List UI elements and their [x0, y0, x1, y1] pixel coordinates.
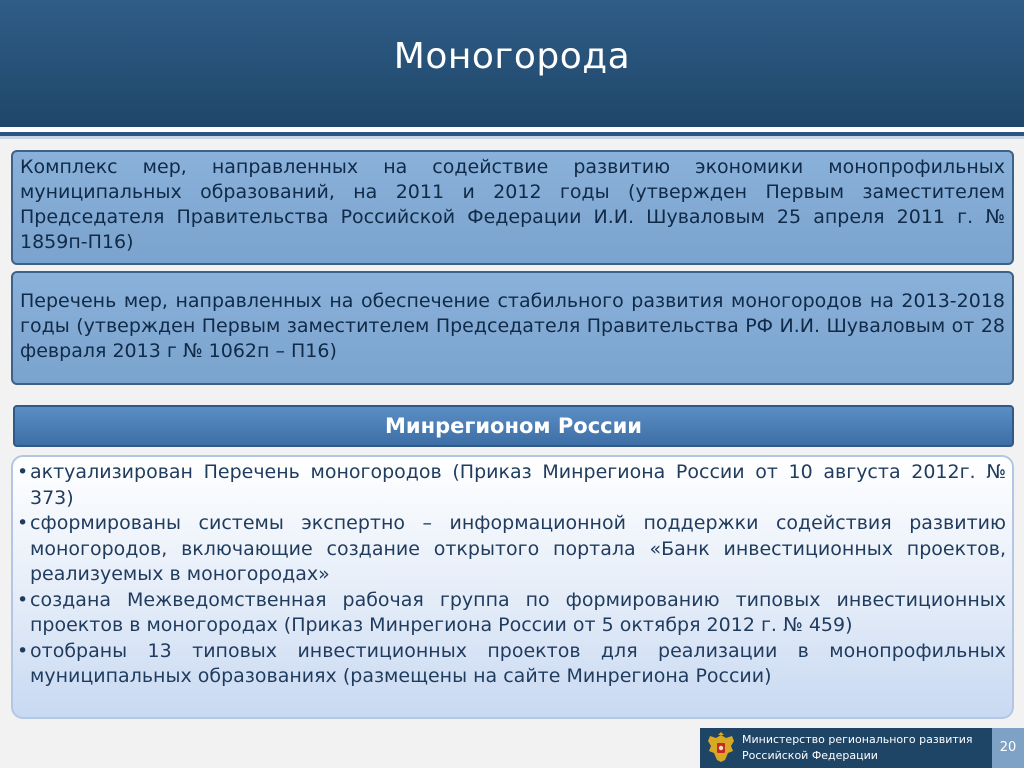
minregion-heading: Минрегионом России [13, 405, 1014, 447]
list-item [17, 588, 1006, 639]
slide-header [0, 0, 1024, 127]
ministry-name [742, 732, 992, 764]
ministry-name-line1: Министерство регионального развития [742, 733, 973, 746]
bullet-icon: • [17, 588, 29, 611]
list-item-text: отобраны 13 типовых инвестиционных проектов для реализации в монопрофильных муниципальных образованиях (размещены на сайте Минрегиона России) [30, 639, 1006, 687]
minregion-actions-list [11, 455, 1014, 719]
list-item-text: актуализирован Перечень моногородов (Приказ Минрегиона России от 10 августа 2012г. № 373) [30, 461, 1006, 509]
measures-2011-2012-box: Комплекс мер, направленных на содействие развитию экономики монопрофильных муниципальных образований, на 2011 и 2012 годы (утвержден Первым заместителем Председателя Правительства Российской Федерации И.И. Шуваловым 25 апреля 2011 г. № 1859п-П16) [11, 150, 1014, 265]
list-item [17, 639, 1006, 690]
ministry-name-line2: Российской Федерации [742, 749, 878, 762]
slide-footer [700, 728, 1024, 768]
bullet-icon: • [17, 461, 29, 483]
list-item-text: сформированы системы экспертно – информационной поддержки содействия развитию моногородов, включающие создание открытого портала «Банк инвестиционных проектов, реализуемых в моногородах» [30, 512, 1006, 585]
slide-title: Моногорода [393, 36, 631, 77]
bullet-icon: • [17, 639, 29, 662]
list-item [17, 460, 1006, 511]
header-divider-pale [0, 136, 1024, 139]
page-number: 20 [992, 728, 1024, 768]
measures-2013-2018-box: Перечень мер, направленных на обеспечение стабильного развития моногородов на 2013-2018 годы (утвержден Первым заместителем Председателя Правительства РФ И.И. Шуваловым от 28 февраля 2013 г № 1062п – П16) [11, 271, 1014, 385]
list-item-text: создана Межведомственная рабочая группа по формированию типовых инвестиционных проектов в моногородах (Приказ Минрегиона России от 5 октября 2012 г. № 459) [30, 588, 1006, 636]
list-item [17, 511, 1006, 588]
coat-of-arms-icon [704, 731, 738, 765]
bullet-icon: • [17, 512, 29, 534]
